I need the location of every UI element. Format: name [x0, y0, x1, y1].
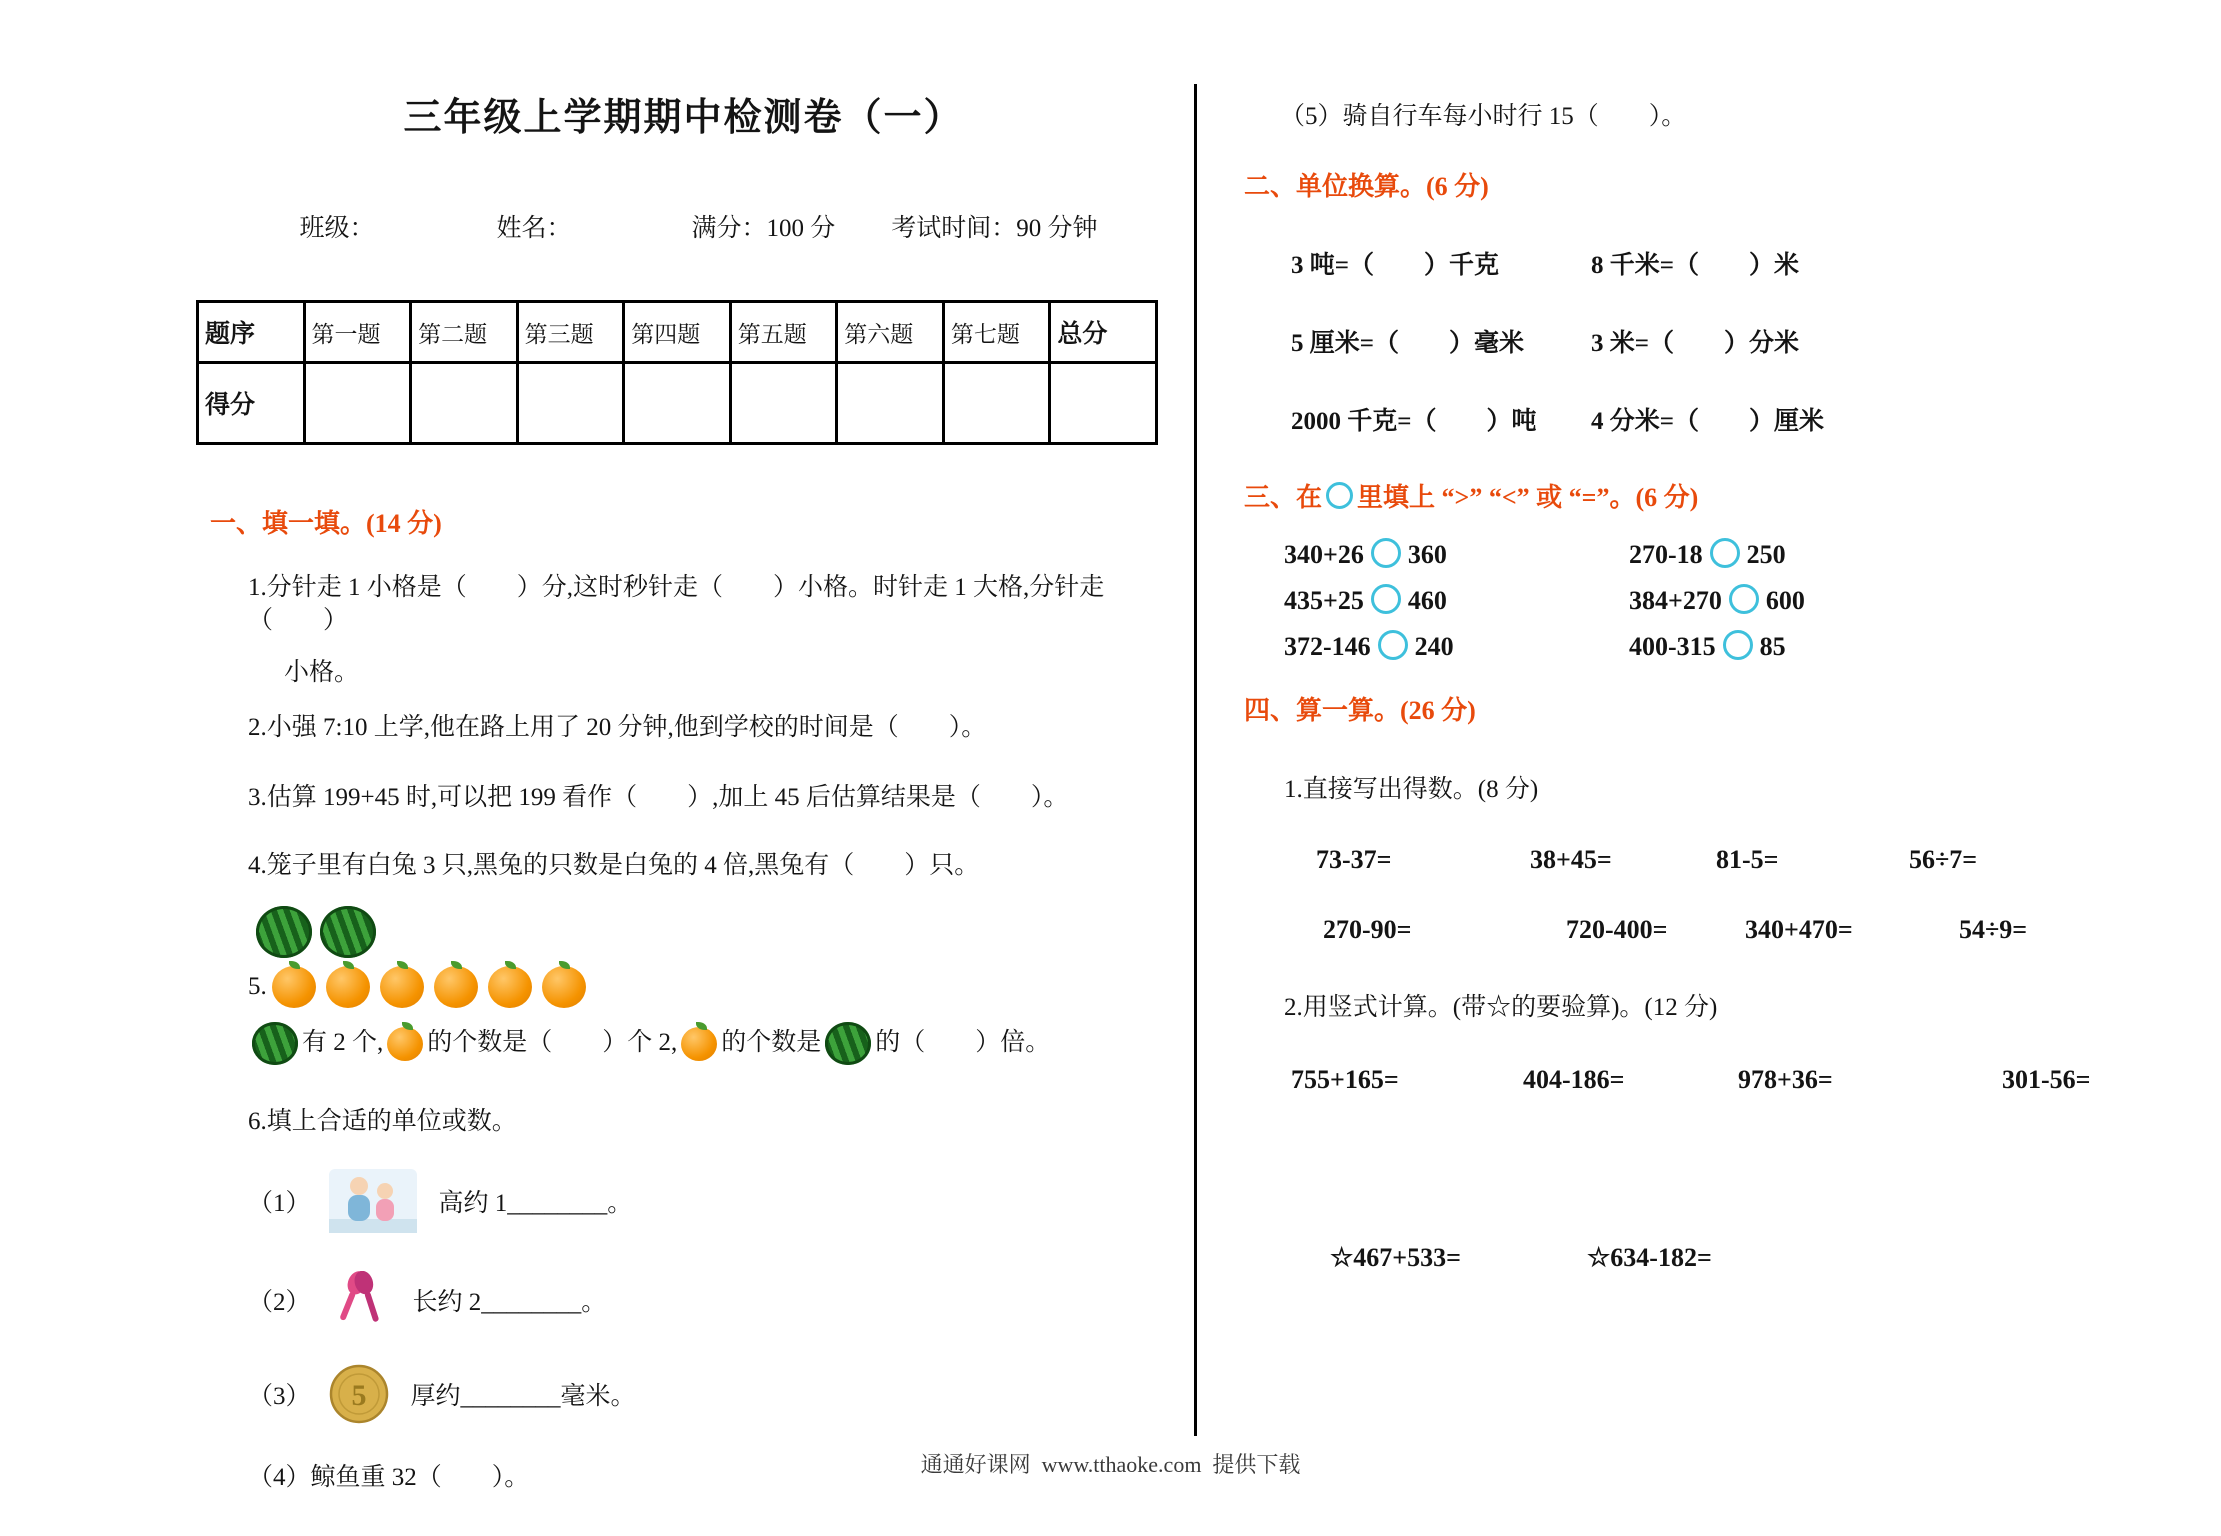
comparison-left: 400-315 — [1629, 632, 1716, 661]
math-expression: 301-56= — [2002, 1065, 2091, 1094]
comparison-left: 270-18 — [1629, 540, 1703, 569]
section4-sub1: 1.直接写出得数。(8 分) — [1284, 776, 1539, 803]
math-expression: 755+165= — [1291, 1065, 1399, 1094]
score-table-corner: 题序 — [198, 302, 305, 363]
comparison-right: 240 — [1414, 632, 1454, 661]
conversion-expression: 4 分米=（ ）厘米 — [1591, 408, 1824, 435]
comparison-pair — [1284, 584, 1629, 616]
sub-item-text: 长约 2________。 — [412, 1288, 607, 1316]
comparison-right: 250 — [1746, 540, 1786, 569]
math-expression: ☆634-182= — [1587, 1243, 1712, 1272]
mental-math-row — [1244, 915, 2124, 945]
score-table — [196, 300, 1158, 445]
unit-conversion-row — [1244, 401, 2124, 437]
conversion-expression: 5 厘米=（ ）毫米 — [1291, 330, 1524, 357]
score-table-col: 第二题 — [411, 302, 518, 363]
sub-item-number: （3） — [248, 1382, 311, 1410]
question-1-continuation: 小格。 — [284, 659, 360, 686]
question-5-number: 5. — [248, 972, 267, 1000]
page-title: 三年级上学期期中检测卷（一） — [403, 97, 964, 139]
section4-sub2: 2.用竖式计算。(带☆的要验算)。(12 分) — [1284, 994, 1718, 1021]
score-table-header-row — [198, 302, 1157, 363]
section3-heading-pre: 三、在 — [1244, 483, 1323, 512]
check-required-row — [1244, 1243, 2124, 1273]
section1-heading: 一、填一填。(14 分) — [210, 509, 442, 538]
full-score-label: 满分：100 分 — [691, 215, 836, 242]
score-table-col: 第七题 — [943, 302, 1050, 363]
question-1: 1.分针走 1 小格是（ ）分,这时秒针走（ ）小格。时针走 1 大格,分针走（ ） — [248, 574, 1105, 634]
exam-time-label: 考试时间：90 分钟 — [891, 215, 1098, 242]
comparison-pair — [1629, 630, 2124, 662]
circle-icon — [1326, 482, 1353, 509]
comparison-pair — [1284, 630, 1629, 662]
spoons-image — [329, 1271, 391, 1329]
circle-icon — [1729, 584, 1759, 614]
meta-line — [196, 180, 1171, 272]
math-expression: 38+45= — [1530, 845, 1612, 874]
math-expression: 404-186= — [1523, 1065, 1625, 1094]
orange-icon — [380, 966, 424, 1008]
score-cell — [304, 363, 411, 444]
comparison-row — [1244, 630, 2124, 662]
score-table-col: 第五题 — [730, 302, 837, 363]
math-expression: 73-37= — [1316, 845, 1392, 874]
unit-conversion-row — [1244, 245, 2124, 281]
question-6-sub-2 — [196, 1271, 1171, 1329]
comparison-right: 85 — [1759, 632, 1786, 661]
question-3: 3.估算 199+45 时,可以把 199 看作（ ）,加上 45 后估算结果是（ ）。 — [248, 784, 1069, 811]
conversion-expression: 3 米=（ ）分米 — [1591, 330, 1799, 357]
comparison-left: 435+25 — [1284, 586, 1364, 615]
svg-text:5: 5 — [351, 1378, 367, 1412]
orange-icon — [326, 966, 370, 1008]
circle-icon — [1710, 538, 1740, 568]
math-expression: 56÷7= — [1909, 845, 1978, 874]
question-6-sub-1 — [196, 1169, 1171, 1233]
conversion-expression: 2000 千克=（ ）吨 — [1291, 408, 1537, 435]
conversion-expression: 3 吨=（ ）千克 — [1291, 252, 1499, 279]
score-row-label: 得分 — [198, 363, 305, 444]
circle-icon — [1723, 630, 1753, 660]
question-4: 4.笼子里有白兔 3 只,黑兔的只数是白兔的 4 倍,黑兔有（ ）只。 — [248, 851, 980, 879]
question-5-text-4: 的（ ）倍。 — [875, 1029, 1051, 1057]
sub-item-text: 高约 1________。 — [438, 1189, 633, 1217]
child-photo — [329, 1169, 417, 1233]
section4-heading: 四、算一算。(26 分) — [1244, 696, 1476, 725]
score-table-col: 第六题 — [837, 302, 944, 363]
comparison-left: 340+26 — [1284, 540, 1364, 569]
score-cell — [517, 363, 624, 444]
left-column — [196, 80, 1171, 1494]
column-divider — [1194, 84, 1197, 1436]
comparison-row — [1244, 538, 2124, 570]
column-method-row — [1244, 1065, 2124, 1095]
comparison-pair — [1284, 538, 1629, 570]
question-5-text-1: 有 2 个, — [302, 1029, 384, 1057]
orange-icon — [387, 1027, 423, 1061]
score-cell — [411, 363, 518, 444]
comparison-left: 372-146 — [1284, 632, 1371, 661]
sub-item-number: （1） — [248, 1189, 311, 1217]
sub-item-number: （2） — [248, 1288, 311, 1316]
score-cell — [943, 363, 1050, 444]
conversion-expression: 8 千米=（ ）米 — [1591, 252, 1799, 279]
score-table-col: 第三题 — [517, 302, 624, 363]
math-expression: 81-5= — [1716, 845, 1779, 874]
circle-icon — [1371, 584, 1401, 614]
watermelon-icon — [825, 1022, 871, 1065]
question-6: 6.填上合适的单位或数。 — [248, 1108, 517, 1135]
unit-conversion-row — [1244, 323, 2124, 359]
circle-icon — [1371, 538, 1401, 568]
comparison-right: 460 — [1407, 586, 1447, 615]
comparison-pair — [1629, 538, 2124, 570]
circle-icon — [1378, 630, 1408, 660]
sub-item-text: 厚约________毫米。 — [410, 1382, 636, 1410]
orange-icon — [542, 966, 586, 1008]
score-table-total-col: 总分 — [1050, 302, 1157, 363]
mental-math-row — [1244, 845, 2124, 875]
math-expression: 340+470= — [1745, 915, 1853, 944]
question-2: 2.小强 7:10 上学,他在路上用了 20 分钟,他到学校的时间是（ ）。 — [248, 713, 987, 741]
question-6-sub-3 — [196, 1364, 1171, 1424]
name-label: 姓名： — [496, 215, 572, 242]
score-table-col: 第一题 — [304, 302, 411, 363]
orange-icon — [272, 966, 316, 1008]
math-expression: ☆467+533= — [1330, 1243, 1461, 1272]
math-expression: 978+36= — [1738, 1065, 1833, 1094]
math-expression: 54÷9= — [1959, 915, 2028, 944]
question-5-oranges-row — [196, 966, 1171, 1008]
right-column — [1244, 96, 2124, 1273]
math-expression: 270-90= — [1323, 915, 1412, 944]
orange-icon — [434, 966, 478, 1008]
math-expression: 720-400= — [1566, 915, 1668, 944]
comparison-pair — [1629, 584, 2124, 616]
question-6-sub-4: （4）鲸鱼重 32（ ）。 — [248, 1463, 530, 1491]
class-label: 班级： — [299, 215, 375, 242]
watermelon-icon — [252, 1022, 298, 1065]
section2-heading: 二、单位换算。(6 分) — [1244, 172, 1489, 201]
section3-heading-post: 里填上 “>” “<” 或 “=”。(6 分) — [1357, 483, 1699, 512]
comparison-right: 360 — [1407, 540, 1447, 569]
watermelon-icon — [256, 906, 312, 958]
question-5-text-2: 的个数是（ ）个 2, — [427, 1029, 678, 1057]
score-table-col: 第四题 — [624, 302, 731, 363]
orange-icon — [681, 1027, 717, 1061]
comparison-right: 600 — [1765, 586, 1805, 615]
comparison-left: 384+270 — [1629, 586, 1722, 615]
score-cell — [624, 363, 731, 444]
section3-heading — [1244, 477, 2124, 514]
score-cell — [837, 363, 944, 444]
question-5-text-3: 的个数是 — [721, 1029, 822, 1057]
comparison-row — [1244, 584, 2124, 616]
orange-icon — [488, 966, 532, 1008]
question-5-sentence — [196, 1022, 1171, 1065]
question-6-sub-5: （5）骑自行车每小时行 15（ ）。 — [1280, 103, 1687, 130]
footer-watermark: 通通好课网 www.tthaoke.com 提供下载 — [920, 1452, 1301, 1477]
watermelon-icon — [320, 906, 376, 958]
score-cell — [730, 363, 837, 444]
watermelon-pair-row — [196, 906, 1171, 958]
score-table-score-row — [198, 363, 1157, 444]
coin-image — [329, 1364, 389, 1424]
score-cell — [1050, 363, 1157, 444]
